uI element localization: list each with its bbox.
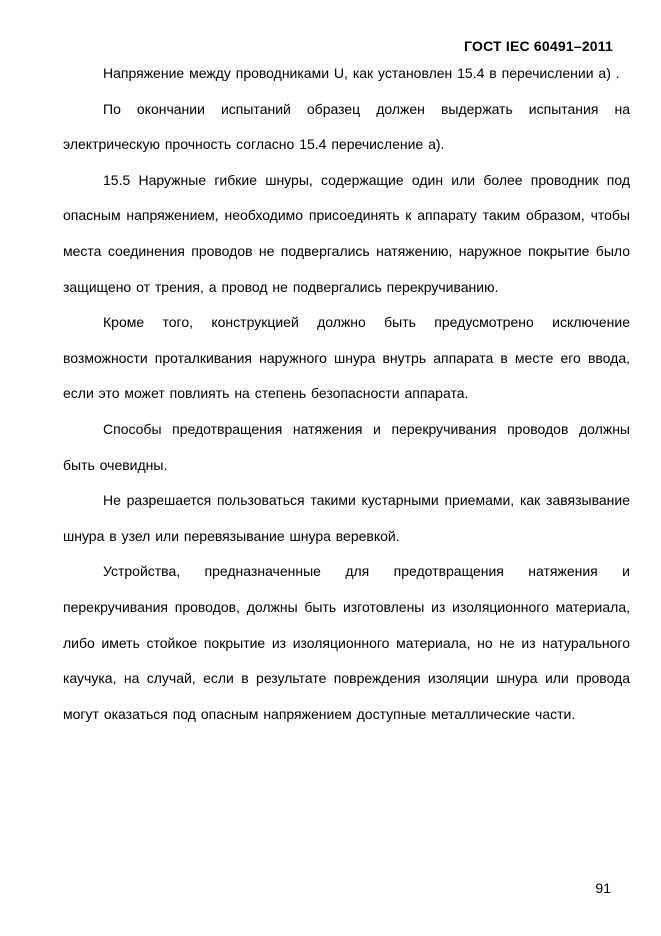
paragraph-voltage: Напряжение между проводниками U, как установлен 15.4 в перечислении а) . bbox=[103, 65, 620, 81]
standard-designation: ГОСТ IEC 60491–2011 bbox=[464, 38, 613, 54]
paragraph-cord-push: Кроме того, конструкцией должно быть предусмотрено исключение возможности проталкивания наружного шнура внутрь аппарата в месте его ввода, если это может повлиять на степень безопасности аппарата. bbox=[63, 314, 630, 402]
paragraph-forbidden: Не разрешается пользоваться такими кустарными приемами, как завязывание шнура в узел или перевязывание шнура веревкой. bbox=[63, 492, 630, 544]
body-text bbox=[63, 56, 630, 732]
paragraph-strength-test: По окончании испытаний образец должен выдержать испытания на электрическую прочность согласно 15.4 перечисление а). bbox=[63, 100, 630, 153]
page-number: 91 bbox=[595, 880, 611, 896]
paragraph-devices: Устройства, предназначенные для предотвращения натяжения и перекручивания проводов, должны быть изготовлены из изоляционного материала, либо иметь стойкое покрытие из изоляционного материала, но не из натурального каучука, на случай, если в результате повреждения изоляции шнура или провода могут оказаться под опасным напряжением доступные металлические части. bbox=[63, 563, 630, 722]
paragraph-methods: Способы предотвращения натяжения и перекручивания проводов должны быть очевидны. bbox=[63, 420, 630, 473]
paragraph-15-5: 15.5 Наружные гибкие шнуры, содержащие один или более проводник под опасным напряжением, необходимо присоединять к аппарату таким образом, чтобы места соединения проводов не подвергались натяжению, наружное покрытие было защищено от трения, а провод не подвергались перекручиванию. bbox=[63, 171, 630, 295]
